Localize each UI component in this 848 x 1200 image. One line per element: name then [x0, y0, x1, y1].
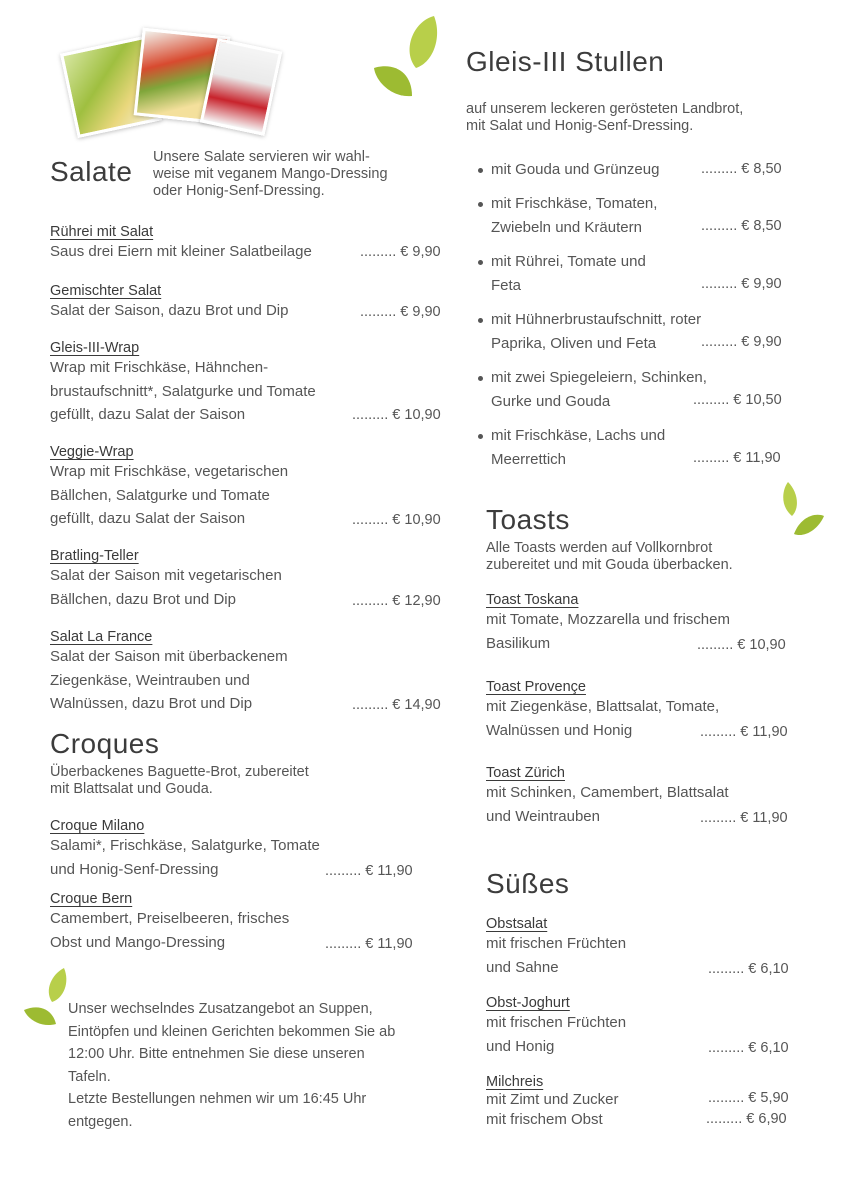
- item-desc-line: mit Tomate, Mozzarella und frischem: [486, 611, 730, 628]
- item-name: Toast Zürich: [486, 765, 565, 781]
- bullet-icon: [478, 376, 483, 381]
- item-desc-line: mit Frischkäse, Tomaten,: [491, 195, 658, 212]
- leaf-icon: [372, 12, 444, 100]
- salate-intro: Unsere Salate servieren wir wahl- weise mit veganem Mango-Dressing oder Honig-Senf-Dressing.: [153, 149, 388, 199]
- item-desc-line: und Honig-Senf-Dressing: [50, 860, 219, 878]
- item-price: ......... € 11,90: [700, 810, 788, 826]
- section-title-salate: Salate: [50, 156, 133, 187]
- item-price: ......... € 6,10: [708, 961, 789, 977]
- item-price: ......... € 10,90: [697, 637, 786, 653]
- stullen-item: [491, 250, 801, 297]
- menu-item-croque-milano: [50, 818, 430, 881]
- item-desc-line: Salat der Saison mit überbackenem: [50, 648, 288, 665]
- item-desc-line: Zwiebeln und Kräutern: [491, 218, 642, 236]
- item-desc-line: brustaufschnitt*, Salatgurke und Tomate: [50, 382, 316, 400]
- menu-item-toast-provence: [486, 679, 806, 742]
- item-desc-line: Saus drei Eiern mit kleiner Salatbeilage: [50, 243, 312, 260]
- item-desc-line: mit frischem Obst: [486, 1111, 603, 1128]
- item-desc-line: mit Frischkäse, Lachs und: [491, 427, 666, 444]
- item-name: Toast Toskana: [486, 592, 579, 608]
- item-desc-line: und Honig: [486, 1037, 555, 1055]
- item-name: Bratling-Teller: [50, 548, 139, 564]
- menu-item-obstsalat: [486, 916, 806, 979]
- item-price: ......... € 8,50: [701, 161, 782, 177]
- item-price: ......... € 9,90: [360, 244, 441, 260]
- stullen-item: [491, 158, 801, 182]
- item-desc-line: mit frischen Früchten: [486, 1014, 627, 1031]
- item-price: ......... € 9,90: [701, 334, 782, 350]
- item-desc-line: gefüllt, dazu Salat der Saison: [50, 406, 246, 423]
- note-line: Letzte Bestellungen nehmen wir um 16:45 Uhr: [68, 1091, 367, 1107]
- item-desc-line: gefüllt, dazu Salat der Saison: [50, 510, 246, 527]
- item-name: Veggie-Wrap: [50, 444, 134, 460]
- info-note: [68, 998, 448, 1133]
- item-desc-line: Paprika, Oliven und Feta: [491, 334, 657, 352]
- item-price: ......... € 10,90: [352, 512, 441, 528]
- menu-item-gemischter-salat: [50, 283, 450, 323]
- menu-item-toast-toskana: [486, 592, 806, 655]
- note-line: Eintöpfen und kleinen Gerichten bekommen Sie ab: [68, 1023, 396, 1040]
- item-desc-line: mit Gouda und Grünzeug: [491, 161, 660, 178]
- item-price: ......... € 11,90: [693, 450, 781, 466]
- item-price: ......... € 6,90: [706, 1111, 787, 1127]
- leaf-icon: [22, 968, 72, 1030]
- item-name: Gleis-III-Wrap: [50, 340, 140, 356]
- item-price: ......... € 11,90: [700, 724, 788, 740]
- menu-item-gleis-wrap: [50, 340, 450, 427]
- note-line: 12:00 Uhr. Bitte entnehmen Sie diese unseren: [68, 1046, 365, 1062]
- stullen-item: [491, 192, 801, 239]
- section-title-stullen: Gleis-III Stullen: [466, 46, 665, 77]
- bullet-icon: [478, 168, 483, 173]
- item-desc-line: mit Hühnerbrustaufschnitt, roter: [491, 311, 702, 328]
- item-price: ......... € 14,90: [352, 697, 441, 713]
- item-desc-line: mit Zimt und Zucker: [486, 1091, 619, 1108]
- leaf-icon: [774, 482, 826, 542]
- item-desc-line: Wrap mit Frischkäse, Hähnchen-: [50, 359, 269, 376]
- item-desc-line: Meerrettich: [491, 450, 567, 468]
- item-name: Salat La France: [50, 629, 153, 645]
- menu-item-croque-bern: [50, 891, 430, 954]
- item-price: ......... € 9,90: [360, 304, 441, 320]
- menu-item-milchreis: [486, 1074, 806, 1130]
- bullet-icon: [478, 202, 483, 207]
- item-desc-line: mit frischen Früchten: [486, 935, 627, 952]
- item-price: ......... € 8,50: [701, 218, 782, 234]
- note-line: entgegen.: [68, 1113, 133, 1130]
- stullen-item: [491, 308, 801, 355]
- item-name: Gemischter Salat: [50, 283, 162, 299]
- bullet-icon: [478, 260, 483, 265]
- item-desc-line: Camembert, Preiselbeeren, frisches: [50, 910, 290, 927]
- item-desc-line: Wrap mit Frischkäse, vegetarischen: [50, 463, 289, 480]
- item-name: Croque Bern: [50, 891, 133, 907]
- item-price: ......... € 5,90: [708, 1090, 789, 1106]
- item-desc-line: und Weintrauben: [486, 807, 600, 825]
- item-name: Milchreis: [486, 1074, 544, 1090]
- section-title-toasts: Toasts: [486, 504, 570, 535]
- food-photo-collage: [58, 30, 288, 145]
- note-line: Unser wechselndes Zusatzangebot an Suppen,: [68, 1001, 373, 1017]
- item-price: ......... € 12,90: [352, 593, 441, 609]
- item-desc-line: Salat der Saison, dazu Brot und Dip: [50, 302, 289, 319]
- menu-item-veggie-wrap: [50, 444, 450, 531]
- item-desc-line: Salami*, Frischkäse, Salatgurke, Tomate: [50, 837, 320, 854]
- stullen-item: [491, 366, 801, 413]
- item-name: Toast Provençe: [486, 679, 586, 695]
- item-name: Obstsalat: [486, 916, 548, 932]
- item-desc-line: Walnüssen, dazu Brot und Dip: [50, 695, 253, 712]
- section-title-croques: Croques: [50, 728, 160, 759]
- item-desc-line: Bällchen, Salatgurke und Tomate: [50, 486, 270, 504]
- item-desc-line: Walnüssen und Honig: [486, 721, 633, 739]
- item-name: Rührei mit Salat: [50, 224, 154, 240]
- menu-item-bratling-teller: [50, 548, 450, 611]
- item-price: ......... € 10,50: [693, 392, 782, 408]
- croques-intro: Überbackenes Baguette-Brot, zubereitet mit Blattsalat und Gouda.: [50, 764, 309, 797]
- section-title-suesses: Süßes: [486, 868, 570, 899]
- item-desc-line: Obst und Mango-Dressing: [50, 933, 226, 951]
- bullet-icon: [478, 318, 483, 323]
- item-desc-line: mit Schinken, Camembert, Blattsalat: [486, 784, 729, 801]
- menu-item-ruehrei-salat: [50, 224, 450, 264]
- menu-item-obst-joghurt: [486, 995, 806, 1058]
- item-desc-line: Gurke und Gouda: [491, 392, 611, 410]
- item-name: Obst-Joghurt: [486, 995, 570, 1011]
- item-price: ......... € 9,90: [701, 276, 782, 292]
- item-desc-line: Salat der Saison mit vegetarischen: [50, 567, 282, 584]
- stullen-item: [491, 424, 801, 471]
- menu-item-salat-la-france: [50, 629, 450, 716]
- item-name: Croque Milano: [50, 818, 145, 834]
- item-desc-line: und Sahne: [486, 958, 559, 976]
- menu-item-toast-zuerich: [486, 765, 806, 828]
- item-desc-line: Basilikum: [486, 634, 551, 652]
- stullen-intro: auf unserem leckeren gerösteten Landbrot, mit Salat und Honig-Senf-Dressing.: [466, 101, 744, 134]
- item-price: ......... € 10,90: [352, 407, 441, 423]
- item-desc-line: Ziegenkäse, Weintrauben und: [50, 671, 250, 689]
- item-price: ......... € 11,90: [325, 936, 413, 952]
- item-price: ......... € 6,10: [708, 1040, 789, 1056]
- toasts-intro: Alle Toasts werden auf Vollkornbrot zubereitet und mit Gouda überbacken.: [486, 540, 733, 573]
- note-line: Tafeln.: [68, 1068, 111, 1085]
- item-desc-line: Feta: [491, 276, 522, 294]
- item-desc-line: mit zwei Spiegeleiern, Schinken,: [491, 369, 707, 386]
- item-desc-line: Bällchen, dazu Brot und Dip: [50, 590, 236, 608]
- item-price: ......... € 11,90: [325, 863, 413, 879]
- bullet-icon: [478, 434, 483, 439]
- item-desc-line: mit Rührei, Tomate und: [491, 253, 646, 270]
- item-desc-line: mit Ziegenkäse, Blattsalat, Tomate,: [486, 698, 720, 715]
